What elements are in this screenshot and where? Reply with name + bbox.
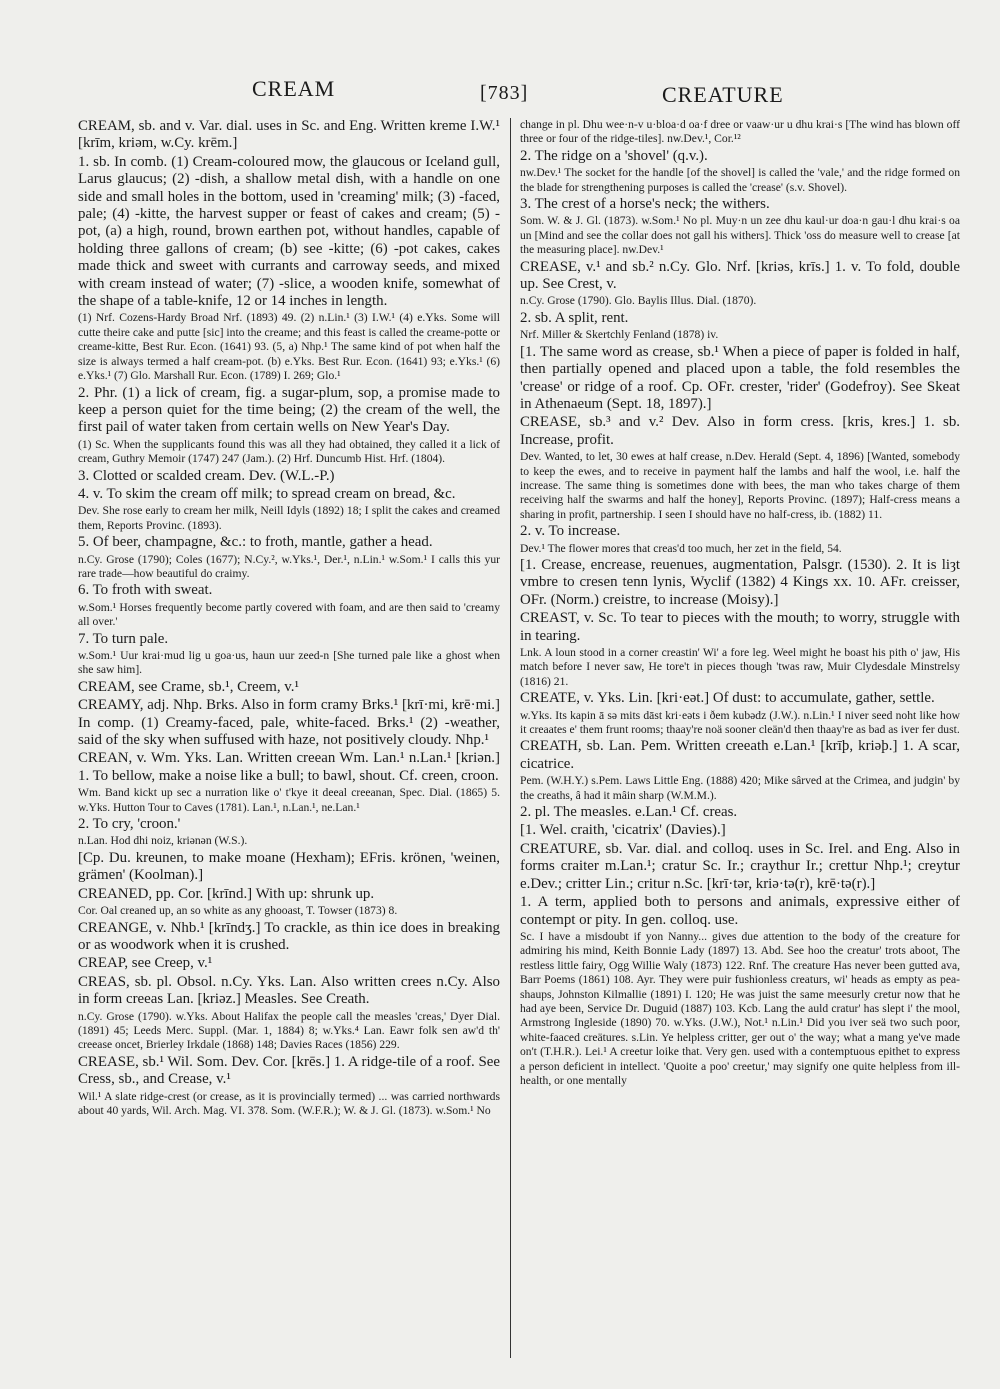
entry-paragraph: 1. A term, applied both to persons and animals, expressive either of contempt or pity. In gen. colloq. use.: [520, 894, 960, 928]
entry-paragraph: CREANGE, v. Nhb.¹ [krīndʒ.] To crackle, as thin ice does in breaking or as woodwork when it is crushed.: [78, 919, 500, 953]
entry-paragraph: CREASE, sb.¹ Wil. Som. Dev. Cor. [krēs.] 1. A ridge-tile of a roof. See Cress, sb., and Crease, v.¹: [78, 1053, 500, 1088]
page-number: [783]: [480, 82, 529, 104]
entry-paragraph: 3. Clotted or scalded cream. Dev. (W.L.-P.): [78, 467, 335, 484]
citation-paragraph: n.Cy. Grose (1790). w.Yks. About Halifax the people call the measles 'creas,' Dyer Dial. (1891) 45; Leeds Merc. Suppl. (Mar. 1, 1884) 8; w.Yks.⁴ Lan. Eawr folk sen aw'd th' creease oncet, Brierley Irkdale (1868) 148; Davies Races (1856) 229.: [78, 1009, 500, 1052]
citation-paragraph: Dev. She rose early to cream her milk, Neill Idyls (1892) 18; I split the cakes and creamed them, Reports Provinc. (1893).: [78, 504, 500, 532]
entry-paragraph: [Cp. Du. kreunen, to make moane (Hexham); EFris. krönen, 'weinen, grämen' (Koolman).]: [78, 849, 500, 884]
entry-paragraph: CREATE, v. Yks. Lin. [kri·eət.] Of dust: to accumulate, gather, settle.: [520, 690, 935, 707]
column-divider: [510, 118, 511, 1358]
citation-paragraph: (1) Sc. When the supplicants found this was all they had obtained, they called it a lick of cream, Guthry Memoir (1747) 247 (Jam.). (2) Hrf. Duncumb Hist. Hrf. (1804).: [78, 437, 500, 466]
citation-paragraph: (1) Nrf. Cozens-Hardy Broad Nrf. (1893) 49. (2) n.Lin.¹ (3) I.W.¹ (4) e.Yks. Some will cutte theire cake and putte [sic] into the creame; and this feast is called the creame-potte or creame-kitte, Best Rur. Econ. (1641) 93. (5, a) Nhp.¹ The same kind of pot when half the size is always termed a half cream-pot. (b) e.Yks. Best Rur. Econ. (1641) 93; e.Yks.¹ (6) e.Yks.¹ (7) Glo. Marshall Rur. Econ. (1789) I. 269; Glo.¹: [78, 311, 500, 383]
entry-paragraph: 5. Of beer, champagne, &c.: to froth, mantle, gather a head.: [78, 534, 433, 551]
citation-paragraph: Pem. (W.H.Y.) s.Pem. Laws Little Eng. (1888) 420; Mike sârved at the Crimea, and judgin' by the creaths, â had it mâin sharp (W.M.M.).: [520, 774, 960, 802]
entry-paragraph: CREANED, pp. Cor. [krīnd.] With up: shrunk up.: [78, 885, 375, 902]
entry-paragraph: 2. Phr. (1) a lick of cream, fig. a sugar-plum, sop, a promise made to keep a person quiet for the time being; (2) the cream of the well, the first pail of water taken from certain wells on New Year's Day.: [78, 384, 500, 436]
citation-paragraph: Wil.¹ A slate ridge-crest (or crease, as it is provincially termed) ... was carried northwards about 40 yards, Wil. Arch. Mag. VI. 378. Som. (W.F.R.); W. & J. Gl. (1873). w.Som.¹ No: [78, 1089, 500, 1117]
entry-paragraph: [1. The same word as crease, sb.¹ When a piece of paper is folded in half, then partially opened and placed upon a table, the fold resembles the 'crease' or ridge of a roof. Cp. OFr. crester, 'rider' (Godefroy). See Skeat in Athenaeum (Sept. 18, 1897).]: [520, 343, 960, 412]
citation-paragraph: Dev.¹ The flower mores that creas'd too much, her zet in the field, 54.: [520, 541, 842, 555]
citation-paragraph: Sc. I have a misdoubt if yon Nanny... gives due attention to the body of the creature for admiring his mind, Keith Bonnie Lady (1897) 13. Abd. See hoo the creatur' trots aboot, The restless little fairy, Ogg Willie Waly (1873) 122. Rnf. The creature Has never been gutted ava, Barr Poems (1861) 108. Ayr. They were puir fushionless creaturs, wi' heads as empty as pea-shaups, Johnston Kilmallie (1891) I. 120; He was juist the same meesurly cretur now that he had aye been, Service Dr. Duguid (1887) 103. Kcb. Lang the auld cratur' has slept i' the mool, Armstrong Ingleside (1890) 70. w.Yks. (J.W.), Not.¹ n.Lin.¹ Did you iver seä two such poor, white-faaced creätures. s.Lin. Ye helpless critter, ger out o' the way; what a mang ye've made on't (T.H.R.). Lei.¹ A creetur loike that. Very gen. used with a contemptuous epithet to express a person deficient in intellect. 'Quoite a poo' creetur,' may signify one quite helpless from ill-health, or one mentally: [520, 929, 960, 1087]
entry-paragraph: 2. v. To increase.: [520, 523, 621, 540]
entry-paragraph: 4. v. To skim the cream off milk; to spread cream on bread, &c.: [78, 485, 456, 502]
entry-paragraph: CREASE, v.¹ and sb.² n.Cy. Glo. Nrf. [kriəs, krīs.] 1. v. To fold, double up. See Crest, v.: [520, 258, 960, 293]
citation-paragraph: Dev. Wanted, to let, 30 ewes at half crease, n.Dev. Herald (Sept. 4, 1896) [Wanted, somebody to keep the ewes, and to receive in payment half the lambs and half the wool, i.e. half the increase. The same thing is sometimes done with bees, the man who takes charge of them receiving half the swarms and half the honey], Reports Provinc. (1897); Half-cress means a sharing in profit, partnership. I seen I should have no half-cress, ib. (1882) 11.: [520, 450, 960, 521]
citation-paragraph: Som. W. & J. Gl. (1873). w.Som.¹ No pl. Muy·n un zee dhu kaul·ur doa·n gau·l dhu krai·s oa un [Mind and see the collar does not gall his withers]. Thick 'oss do measure well to crease [at the measuring place]. nw.Dev.¹: [520, 214, 960, 257]
citation-paragraph: w.Som.¹ Horses frequently become partly covered with foam, and are then said to 'creamy all over.': [78, 600, 500, 629]
entry-paragraph: CREAMY, adj. Nhp. Brks. Also in form cramy Brks.¹ [krī·mi, krē·mi.] In comp. (1) Creamy-faced, pale, white-faced. Brks.¹ (2) -weather, said of the sky when suffused with haze, not positively cloudy. Nhp.¹: [78, 697, 500, 749]
citation-paragraph: n.Cy. Grose (1790); Coles (1677); N.Cy.², w.Yks.¹, Der.¹, n.Lin.¹ w.Som.¹ I calls this yur rare trade—how beautiful do craimy.: [78, 552, 500, 580]
citation-paragraph: w.Yks. Its kapin ā sə mits dāst kri·eəts i ðem kubədz (J.W.). n.Lin.¹ I niver seed noht like how it creaates e' them frunt rooms; thaay're noä sooner cleän'd then thaay're as bad as iver fer dust.: [520, 708, 960, 737]
entry-paragraph: CREAST, v. Sc. To tear to pieces with the mouth; to worry, struggle with in tearing.: [520, 610, 960, 644]
running-header: [0, 76, 1000, 112]
entry-paragraph: 2. The ridge on a 'shovel' (q.v.).: [520, 147, 708, 164]
citation-paragraph: Cor. Oal creaned up, an so white as any ghooast, T. Towser (1873) 8.: [78, 904, 398, 918]
citation-paragraph: Nrf. Miller & Skertchly Fenland (1878) iv.: [520, 328, 719, 342]
entry-paragraph: 2. To cry, 'croon.': [78, 816, 181, 833]
entry-paragraph: CREAM, see Crame, sb.¹, Creem, v.¹: [78, 678, 299, 695]
entry-paragraph: CREATURE, sb. Var. dial. and colloq. uses in Sc. Irel. and Eng. Also in forms craiter m.Lan.¹; cratur Sc. Ir.; craythur Ir.; crettur Nhp.¹; creytur e.Dev.; critter Lin.; critur n.Sc. [krī·tər, kriə·tə(r), krē·tə(r).]: [520, 840, 960, 892]
header-left-headword: CREAM: [252, 76, 336, 101]
header-right-headword: CREATURE: [662, 82, 784, 107]
entry-paragraph: [1. Crease, encrease, reuenues, augmentation, Palsgr. (1530). 2. It is liȝt vmbre to cresen tenn lynis, Wyclif (1382) 4 Kings xx. 10. AFr. creisser, OFr. (Norm.) creistre, to increase (Moisy).]: [520, 556, 960, 608]
right-column: [520, 118, 960, 1368]
entry-paragraph: [1. Wel. craith, 'cicatrix' (Davies).]: [520, 822, 726, 839]
citation-paragraph: Lnk. A loun stood in a corner creastin' Wi' a fore leg. Weel might he boast his pith o' jaw, His match before I never saw, He tore't in pieces though 'twas raw, Muir Clydesdale Minstrelsy (1816) 21.: [520, 646, 960, 688]
entry-paragraph: CREAS, sb. pl. Obsol. n.Cy. Yks. Lan. Also written crees n.Cy. Also in form creeas Lan. [kriəz.] Measles. See Creath.: [78, 973, 500, 1008]
citation-paragraph: w.Som.¹ Uur krai·mud lig u goa·us, haun uur zeed-n [She turned pale like a ghost when she saw him].: [78, 649, 500, 677]
entry-paragraph: 2. sb. A split, rent.: [520, 309, 629, 326]
entry-paragraph: CREATH, sb. Lan. Pem. Written creeath e.Lan.¹ [krīþ, kriəþ.] 1. A scar, cicatrice.: [520, 738, 960, 772]
entry-paragraph: 1. sb. In comb. (1) Cream-coloured mow, the glaucous or Iceland gull, Larus glaucus; (2) -dish, a shallow metal dish, with a handle on one side and small holes in the bottom, used in 'creaming' milk; (3) -faced, pale; (4) -kitte, the harvest supper or feast of cakes and cream; (5) -pot, (a) a high, round, brown earthen pot, without handles, capable of holding three gallons of cream; (b) see -kitte; (6) -pot cakes, cakes made thick and sweet with currants and carroway seeds, and mixed with cream instead of water; (7) -slice, a wooden knife, somewhat of the shape of a table-knife, 12 or 14 inches in length.: [78, 153, 500, 310]
left-column: [78, 118, 500, 1368]
citation-paragraph: n.Cy. Grose (1790). Glo. Baylis Illus. Dial. (1870).: [520, 294, 757, 308]
citation-paragraph: nw.Dev.¹ The socket for the handle [of the shovel] is called the 'vale,' and the ridge formed on the blade for strengthening purposes is called the 'crease' (s.v. Shovel).: [520, 166, 960, 194]
entry-paragraph: CREASE, sb.³ and v.² Dev. Also in form cress. [kris, kres.] 1. sb. Increase, profit.: [520, 414, 960, 448]
citation-paragraph: change in pl. Dhu wee·n-v u·bloa·d oa·f dree or vaaw·ur u dhu krai·s [The wind has blown off three or four of the ridge-tiles]. nw.Dev.¹, Cor.¹²: [520, 118, 960, 146]
citation-paragraph: n.Lan. Hod dhi noiz, kriənən (W.S.).: [78, 834, 248, 848]
entry-paragraph: CREAM, sb. and v. Var. dial. uses in Sc. and Eng. Written kreme I.W.¹ [krīm, kriəm, w.Cy. krēm.]: [78, 118, 500, 152]
entry-paragraph: 7. To turn pale.: [78, 630, 169, 647]
entry-paragraph: 2. pl. The measles. e.Lan.¹ Cf. creas.: [520, 804, 738, 821]
entry-paragraph: CREAP, see Creep, v.¹: [78, 955, 213, 972]
citation-paragraph: Wm. Band kickt up sec a nurration like o' t'kye it deeal creeanan, Spec. Dial. (1865) 5. w.Yks. Hutton Tour to Caves (1781). Lan.¹, n.Lan.¹, ne.Lan.¹: [78, 786, 500, 814]
entry-paragraph: 3. The crest of a horse's neck; the withers.: [520, 196, 770, 213]
entry-paragraph: 6. To froth with sweat.: [78, 582, 213, 599]
entry-paragraph: CREAN, v. Wm. Yks. Lan. Written creean Wm. Lan.¹ n.Lan.¹ [kriən.] 1. To bellow, make a noise like a bull; to bawl, shout. Cf. creen, croon.: [78, 750, 500, 784]
